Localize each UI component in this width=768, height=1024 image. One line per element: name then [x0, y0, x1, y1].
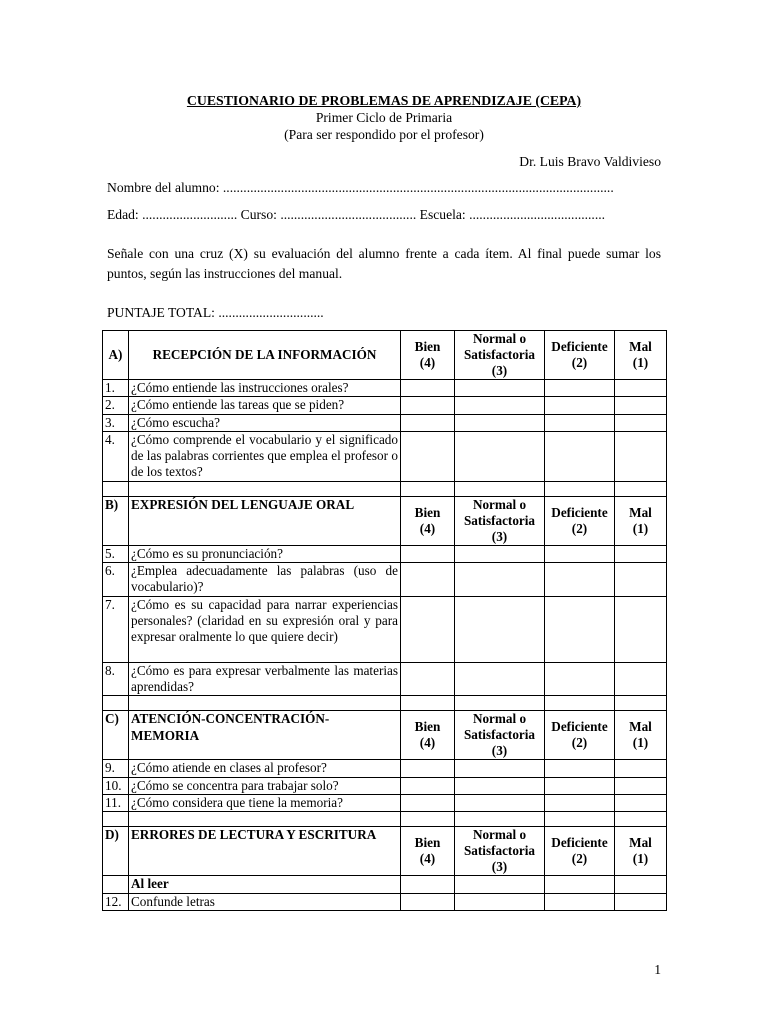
spacer-cell [129, 481, 401, 496]
answer-cell-deficiente[interactable] [545, 893, 615, 910]
question-row [103, 563, 667, 597]
column-header-deficiente [545, 331, 615, 380]
spacer-cell [455, 696, 545, 711]
question-row [103, 380, 667, 397]
page-number: 1 [654, 962, 661, 977]
column-header-line: (3) [491, 859, 508, 875]
column-header-line: (1) [632, 851, 649, 867]
column-header-line: Satisfactoria [463, 347, 536, 362]
column-header-line: (1) [632, 520, 649, 536]
column-header-line: Deficiente [551, 719, 608, 735]
section-spacer-row [103, 696, 667, 711]
column-header-normal [455, 331, 545, 380]
column-header-bien [401, 496, 455, 545]
answer-cell-normal[interactable] [455, 397, 545, 414]
column-header-line: Normal o [472, 827, 527, 843]
question-text: ¿Cómo entiende las instrucciones orales? [129, 380, 401, 397]
column-header-line: (3) [491, 528, 508, 544]
answer-cell-bien[interactable] [401, 777, 455, 794]
answer-cell-normal[interactable] [455, 545, 545, 562]
column-header-line: (3) [491, 743, 508, 759]
answer-cell-normal[interactable] [455, 431, 545, 481]
answer-cell[interactable] [455, 876, 545, 893]
answer-cell-mal[interactable] [615, 760, 667, 777]
document-author: Dr. Luis Bravo Valdivieso [519, 154, 661, 169]
question-number: 12. [103, 893, 129, 910]
column-header-mal [615, 331, 667, 380]
spacer-cell [545, 812, 615, 827]
column-header-line: Normal o [472, 331, 527, 346]
subheading-row [103, 876, 667, 893]
answer-cell-mal[interactable] [615, 777, 667, 794]
question-row [103, 760, 667, 777]
document-title: CUESTIONARIO DE PROBLEMAS DE APRENDIZAJE (CEPA) [186, 93, 582, 108]
column-header-normal [455, 827, 545, 876]
question-number: 3. [103, 414, 129, 431]
column-header-mal [615, 711, 667, 760]
column-header-deficiente [545, 711, 615, 760]
spacer-cell [401, 812, 455, 827]
answer-cell-bien[interactable] [401, 380, 455, 397]
answer-cell-mal[interactable] [615, 414, 667, 431]
answer-cell-bien[interactable] [401, 563, 455, 597]
question-number: 6. [103, 563, 129, 597]
answer-cell[interactable] [401, 876, 455, 893]
answer-cell-deficiente[interactable] [545, 662, 615, 696]
answer-cell-normal[interactable] [455, 380, 545, 397]
answer-cell-deficiente[interactable] [545, 794, 615, 811]
answer-cell-normal[interactable] [455, 777, 545, 794]
student-name-field: Nombre del alumno: ................................................................................................................... [107, 180, 614, 195]
answer-cell-deficiente[interactable] [545, 760, 615, 777]
column-header-line: Bien [414, 504, 441, 520]
spacer-cell [103, 696, 129, 711]
answer-cell-deficiente[interactable] [545, 545, 615, 562]
answer-cell-bien[interactable] [401, 414, 455, 431]
question-number: 5. [103, 545, 129, 562]
question-row [103, 414, 667, 431]
section-spacer-row [103, 481, 667, 496]
subheading-label: Al leer [129, 876, 401, 893]
answer-cell-mal[interactable] [615, 380, 667, 397]
column-header-line: (1) [632, 355, 649, 370]
question-row [103, 777, 667, 794]
question-text: ¿Cómo considera que tiene la memoria? [129, 794, 401, 811]
section-spacer-row [103, 812, 667, 827]
answer-cell[interactable] [545, 876, 615, 893]
question-text: Confunde letras [129, 893, 401, 910]
answer-cell-normal[interactable] [455, 760, 545, 777]
question-text: ¿Cómo atiende en clases al profesor? [129, 760, 401, 777]
section-letter: D) [103, 827, 129, 876]
answer-cell-deficiente[interactable] [545, 397, 615, 414]
column-header-line: Mal [629, 719, 652, 735]
question-row [103, 794, 667, 811]
question-text: ¿Cómo es para expresar verbalmente las materias aprendidas? [129, 662, 401, 696]
question-number: 8. [103, 662, 129, 696]
column-header-line: Mal [629, 504, 652, 520]
answer-cell[interactable] [615, 876, 667, 893]
answer-cell-normal[interactable] [455, 596, 545, 662]
column-header-normal [455, 496, 545, 545]
spacer-cell [455, 812, 545, 827]
answer-cell-mal[interactable] [615, 794, 667, 811]
column-header-line: (4) [419, 735, 436, 751]
column-header-line: (4) [419, 520, 436, 536]
column-header-line: (2) [571, 851, 588, 867]
spacer-cell [401, 481, 455, 496]
column-header-line: (4) [419, 355, 436, 370]
column-header-bien [401, 711, 455, 760]
spacer-cell [615, 812, 667, 827]
instructions-paragraph: Señale con una cruz (X) su evaluación del alumno frente a cada ítem. Al final puede sumar los puntos, según las instrucciones del manual. [107, 246, 661, 281]
section-title: EXPRESIÓN DEL LENGUAJE ORAL [129, 496, 401, 545]
answer-cell-normal[interactable] [455, 893, 545, 910]
spacer-cell [545, 696, 615, 711]
question-number: 7. [103, 596, 129, 662]
column-header-line: (2) [571, 355, 588, 370]
column-header-normal [455, 711, 545, 760]
spacer-cell [615, 481, 667, 496]
answer-cell-mal[interactable] [615, 431, 667, 481]
column-header-line: Bien [414, 835, 441, 851]
column-header-line: Deficiente [551, 835, 608, 851]
section-title: ERRORES DE LECTURA Y ESCRITURA [129, 827, 401, 876]
question-text: ¿Cómo es su capacidad para narrar experiencias personales? (claridad en su expresión oral y para expresar oralmente lo que quiere decir) [129, 596, 401, 662]
question-number: 10. [103, 777, 129, 794]
answer-cell-deficiente[interactable] [545, 563, 615, 597]
answer-cell-normal[interactable] [455, 563, 545, 597]
answer-cell-normal[interactable] [455, 794, 545, 811]
question-text: ¿Emplea adecuadamente las palabras (uso de vocabulario)? [129, 563, 401, 597]
document-subtitle: Primer Ciclo de Primaria [315, 110, 453, 125]
question-number: 1. [103, 380, 129, 397]
column-header-line: Normal o [472, 711, 527, 727]
answer-cell-mal[interactable] [615, 397, 667, 414]
column-header-bien [401, 827, 455, 876]
column-header-mal [615, 496, 667, 545]
column-header-line: (2) [571, 520, 588, 536]
question-row [103, 596, 667, 662]
questionnaire-table [102, 330, 667, 911]
question-text: ¿Cómo comprende el vocabulario y el significado de las palabras corrientes que emplea el profesor o de los textos? [129, 431, 401, 481]
question-row [103, 893, 667, 910]
answer-cell-normal[interactable] [455, 662, 545, 696]
answer-cell-normal[interactable] [455, 414, 545, 431]
answer-cell-deficiente[interactable] [545, 380, 615, 397]
column-header-mal [615, 827, 667, 876]
question-row [103, 545, 667, 562]
answer-cell-deficiente[interactable] [545, 777, 615, 794]
question-number: 9. [103, 760, 129, 777]
column-header-line: (4) [419, 851, 436, 867]
answer-cell-bien[interactable] [401, 545, 455, 562]
spacer-cell [401, 696, 455, 711]
answer-cell-bien[interactable] [401, 596, 455, 662]
answer-cell-mal[interactable] [615, 563, 667, 597]
spacer-cell [103, 481, 129, 496]
column-header-line: (1) [632, 735, 649, 751]
section-header-row [103, 711, 667, 760]
section-header-row [103, 827, 667, 876]
section-letter: C) [103, 711, 129, 760]
answer-cell-bien[interactable] [401, 794, 455, 811]
question-text: ¿Cómo es su pronunciación? [129, 545, 401, 562]
column-header-line: Mal [629, 339, 652, 354]
column-header-line: Normal o [472, 496, 527, 512]
column-header-line: Satisfactoria [463, 727, 536, 743]
document-subtitle-note: (Para ser respondido por el profesor) [284, 127, 484, 142]
age-course-school-field: Edad: ............................ Curso: ........................................ Escuela: ........................................ [107, 207, 606, 222]
answer-cell-bien[interactable] [401, 893, 455, 910]
answer-cell-mal[interactable] [615, 596, 667, 662]
column-header-deficiente [545, 827, 615, 876]
question-text: ¿Cómo escucha? [129, 414, 401, 431]
answer-cell-bien[interactable] [401, 662, 455, 696]
question-number: 11. [103, 794, 129, 811]
spacer-cell [615, 696, 667, 711]
section-letter: B) [103, 496, 129, 545]
answer-cell-mal[interactable] [615, 662, 667, 696]
answer-cell-bien[interactable] [401, 431, 455, 481]
section-letter: A) [103, 331, 129, 380]
question-row [103, 397, 667, 414]
spacer-cell [129, 812, 401, 827]
section-header-row [103, 496, 667, 545]
section-title: RECEPCIÓN DE LA INFORMACIÓN [129, 331, 401, 380]
column-header-line: Deficiente [551, 339, 608, 354]
spacer-cell [129, 696, 401, 711]
column-header-line: Bien [414, 339, 441, 354]
question-number: 2. [103, 397, 129, 414]
spacer-cell [455, 481, 545, 496]
column-header-deficiente [545, 496, 615, 545]
answer-cell-deficiente[interactable] [545, 414, 615, 431]
question-text: ¿Cómo entiende las tareas que se piden? [129, 397, 401, 414]
column-header-line: Mal [629, 835, 652, 851]
answer-cell-bien[interactable] [401, 397, 455, 414]
column-header-line: Satisfactoria [463, 843, 536, 859]
column-header-line: (2) [571, 735, 588, 751]
answer-cell-deficiente[interactable] [545, 596, 615, 662]
empty-cell [103, 876, 129, 893]
section-title: ATENCIÓN-CONCENTRACIÓN-MEMORIA [129, 711, 401, 760]
question-number: 4. [103, 431, 129, 481]
answer-cell-mal[interactable] [615, 545, 667, 562]
column-header-line: (3) [491, 363, 508, 378]
spacer-cell [103, 812, 129, 827]
total-score-field: PUNTAJE TOTAL: ............................... [107, 305, 324, 320]
column-header-line: Deficiente [551, 504, 608, 520]
answer-cell-mal[interactable] [615, 893, 667, 910]
column-header-line: Satisfactoria [463, 512, 536, 528]
answer-cell-bien[interactable] [401, 760, 455, 777]
spacer-cell [545, 481, 615, 496]
question-row [103, 662, 667, 696]
column-header-bien [401, 331, 455, 380]
column-header-line: Bien [414, 719, 441, 735]
question-text: ¿Cómo se concentra para trabajar solo? [129, 777, 401, 794]
answer-cell-deficiente[interactable] [545, 431, 615, 481]
question-row [103, 431, 667, 481]
section-header-row [103, 331, 667, 380]
